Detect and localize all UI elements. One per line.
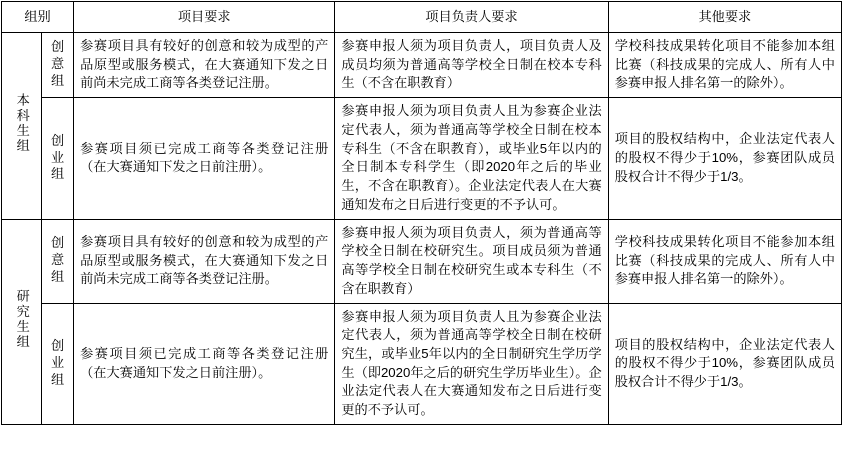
- subgroup-label-startup-undergraduate-text: 创业组: [50, 132, 65, 182]
- cell-leader-req-grad-startup: 参赛申报人须为项目负责人且为参赛企业法定代表人，须为普通高等学校全日制在校研究生，或毕业5年以内的全日制研究生学历学生（即2020年之后的研究生学历毕业生）。企业法定代表人在大赛通知发布之日后进行变更的不予认可。: [335, 303, 608, 424]
- subgroup-label-startup-graduate-text: 创业组: [50, 337, 65, 387]
- cell-other-req-grad-startup: 项目的股权结构中，企业法定代表人的股权不得少于10%，参赛团队成员股权合计不得少于1/3。: [608, 303, 841, 424]
- cell-leader-req-undergrad-creative: 参赛申报人须为项目负责人，项目负责人及成员均须为普通高等学校全日制在校本专科生（不含在职教育）: [335, 33, 608, 98]
- table-row: [2, 98, 842, 219]
- group-label-graduate-text: 研究生组: [14, 288, 30, 350]
- cell-project-req-grad-creative: 参赛项目具有较好的创意和较为成型的产品原型或服务模式，在大赛通知下发之日前尚未完成工商等各类登记注册。: [74, 219, 335, 303]
- column-header-leader-requirement: 项目负责人要求: [335, 2, 608, 33]
- subgroup-label-startup-undergraduate: [42, 98, 74, 219]
- group-label-undergraduate-text: 本科生组: [14, 92, 30, 154]
- table-body: [2, 33, 842, 425]
- subgroup-label-creative-graduate-text: 创意组: [50, 235, 65, 285]
- column-header-other-requirement: 其他要求: [608, 2, 841, 33]
- cell-leader-req-undergrad-startup: 参赛申报人须为项目负责人且为参赛企业法定代表人，须为普通高等学校全日制在校本专科生（不含在职教育），或毕业5年以内的全日制本专科学生（即2020年之后的毕业生，不含在职教育）。企业法定代表人在大赛通知发布之日后进行变更的不予认可。: [335, 98, 608, 219]
- cell-project-req-undergrad-creative: 参赛项目具有较好的创意和较为成型的产品原型或服务模式，在大赛通知下发之日前尚未完成工商等各类登记注册。: [74, 33, 335, 98]
- table-row: [2, 303, 842, 424]
- subgroup-label-creative-undergraduate-text: 创意组: [50, 39, 65, 89]
- cell-leader-req-grad-creative: 参赛申报人须为项目负责人，须为普通高等学校全日制在校研究生。项目成员须为普通高等学校全日制在校研究生或本专科生（不含在职教育）: [335, 219, 608, 303]
- subgroup-label-creative-undergraduate: [42, 33, 74, 98]
- subgroup-label-creative-graduate: [42, 219, 74, 303]
- table-header: [2, 2, 842, 33]
- requirements-table: [1, 1, 842, 425]
- group-label-graduate: [2, 219, 42, 424]
- column-header-project-requirement: 项目要求: [74, 2, 335, 33]
- group-label-undergraduate: [2, 33, 42, 220]
- table-row: [2, 219, 842, 303]
- subgroup-label-startup-graduate: [42, 303, 74, 424]
- column-header-group: 组别: [2, 2, 74, 33]
- cell-other-req-undergrad-startup: 项目的股权结构中，企业法定代表人的股权不得少于10%，参赛团队成员股权合计不得少于1/3。: [608, 98, 841, 219]
- cell-other-req-grad-creative: 学校科技成果转化项目不能参加本组比赛（科技成果的完成人、所有人中参赛申报人排名第一的除外）。: [608, 219, 841, 303]
- cell-project-req-grad-startup: 参赛项目须已完成工商等各类登记注册（在大赛通知下发之日前注册）。: [74, 303, 335, 424]
- cell-other-req-undergrad-creative: 学校科技成果转化项目不能参加本组比赛（科技成果的完成人、所有人中参赛申报人排名第一的除外）。: [608, 33, 841, 98]
- table-header-row: [2, 2, 842, 33]
- table-row: [2, 33, 842, 98]
- cell-project-req-undergrad-startup: 参赛项目须已完成工商等各类登记注册（在大赛通知下发之日前注册）。: [74, 98, 335, 219]
